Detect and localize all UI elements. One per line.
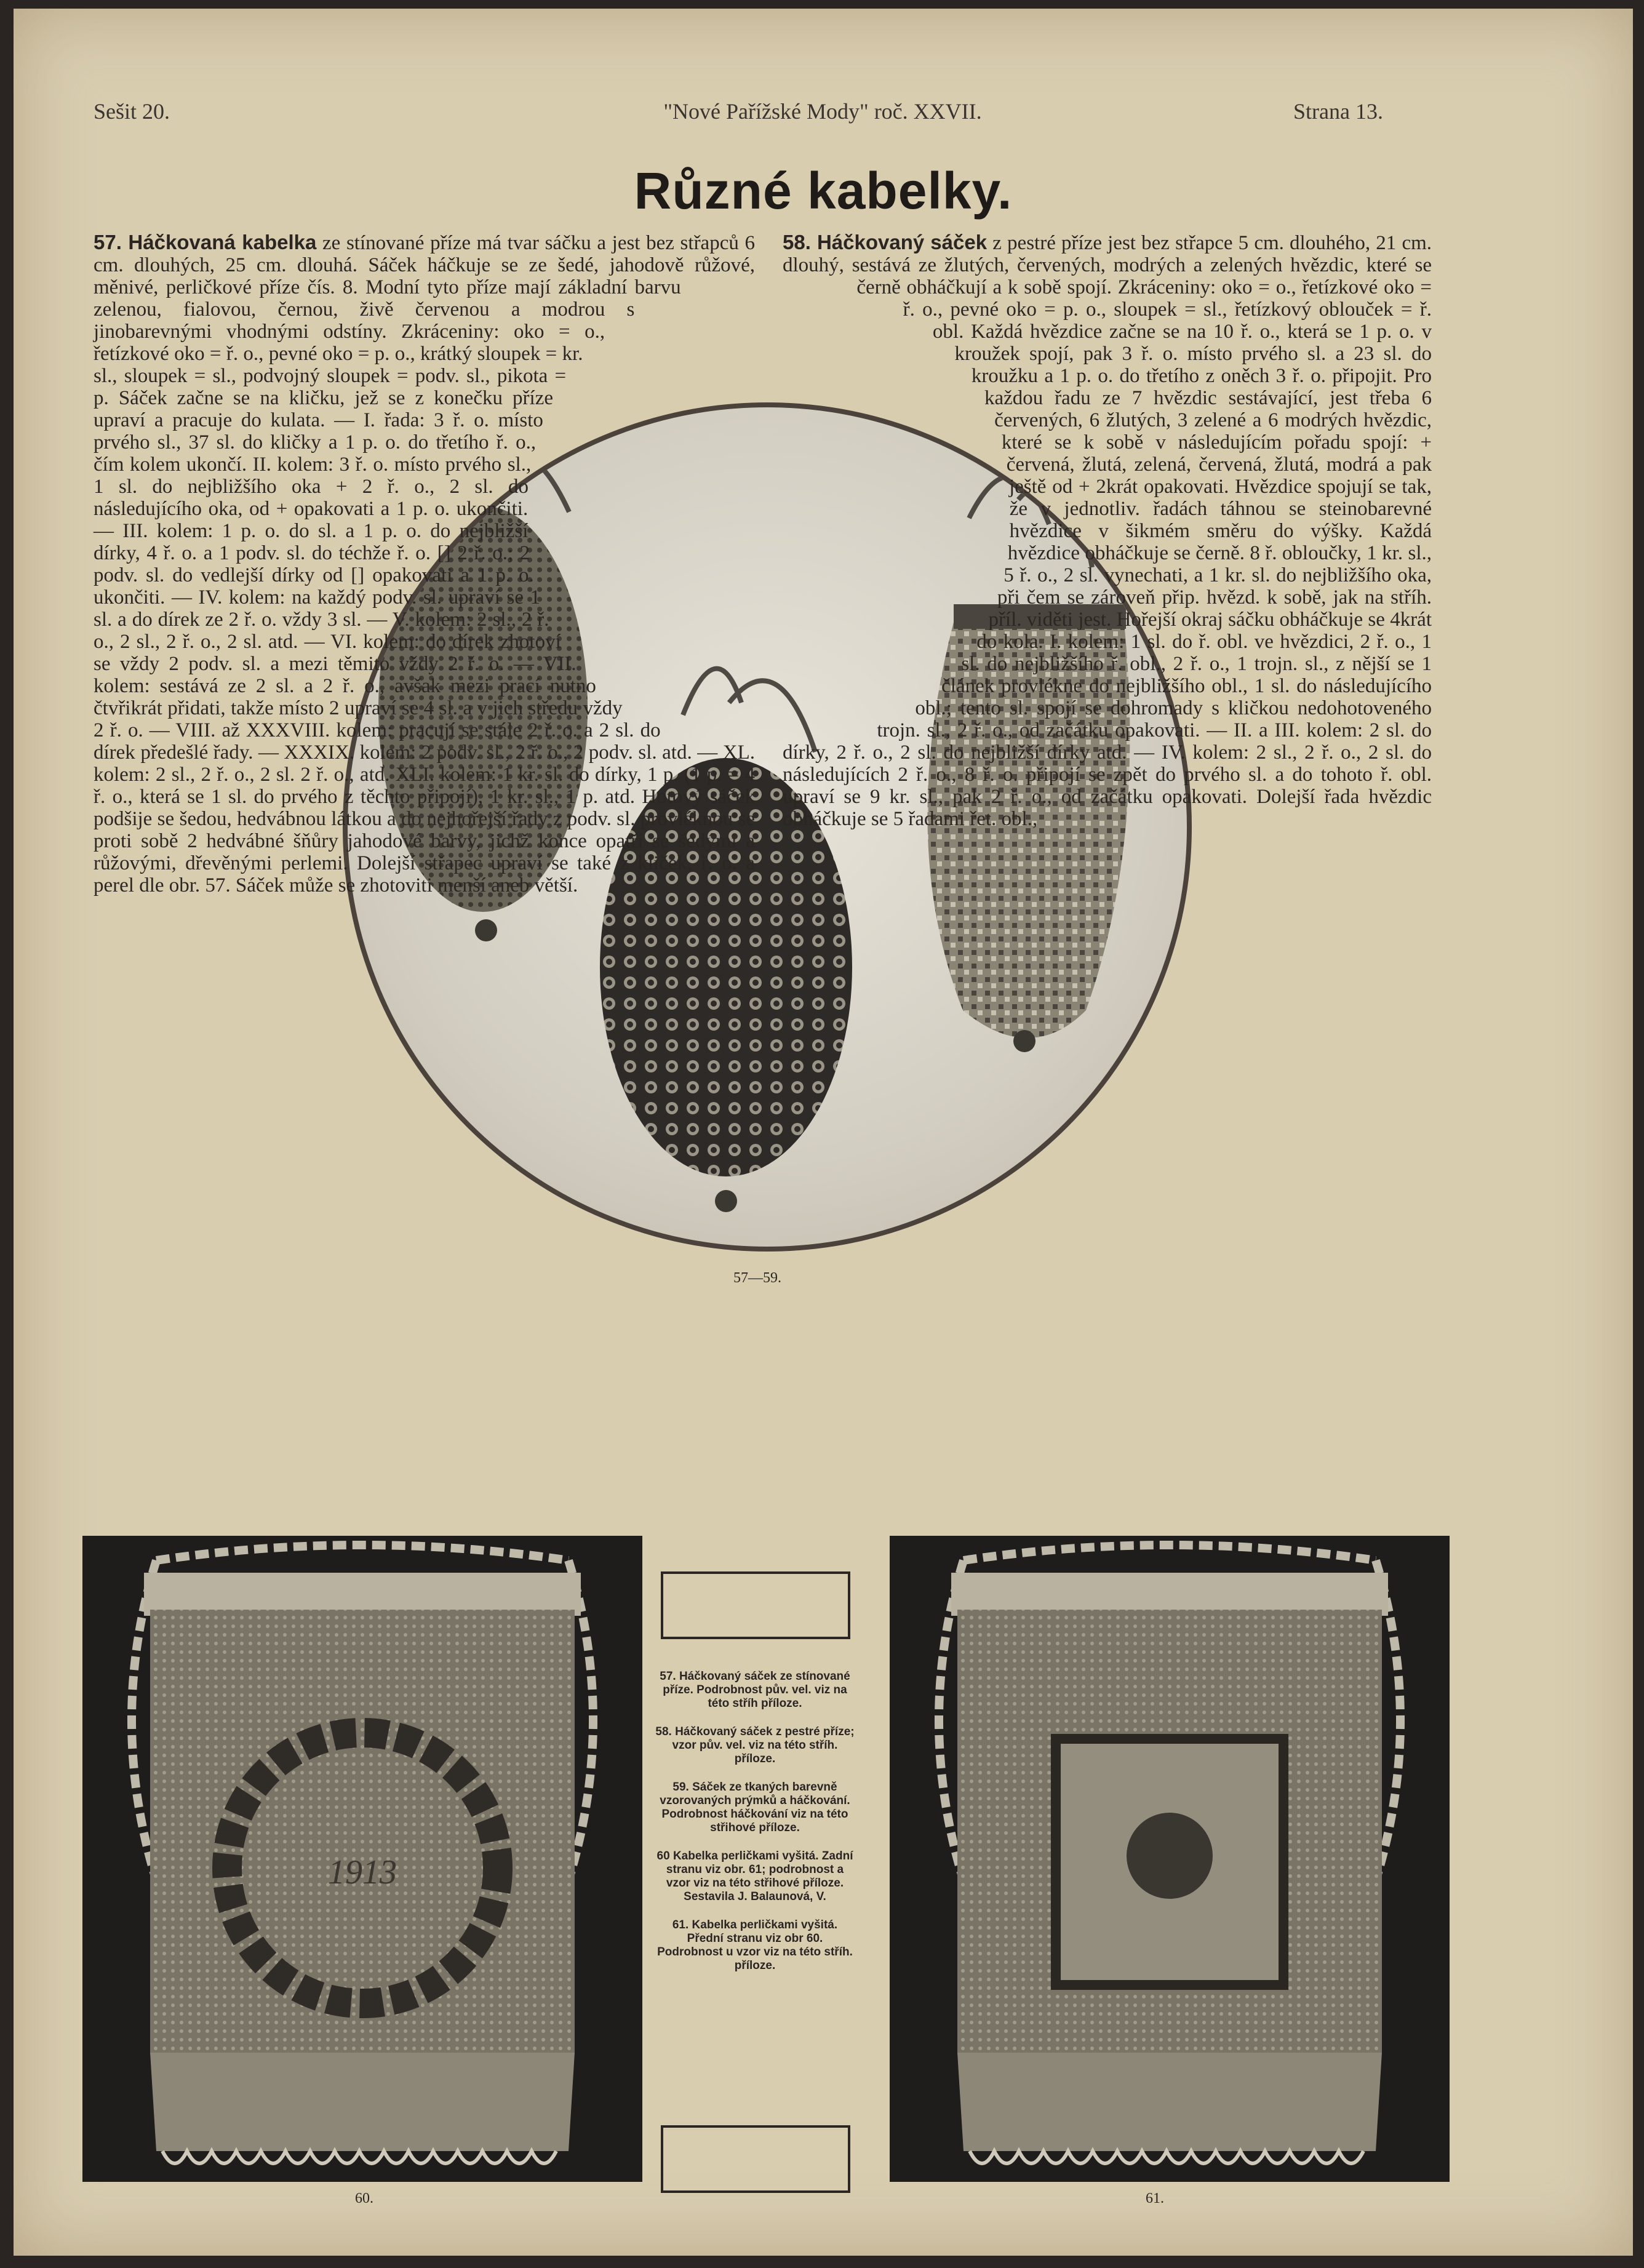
caption-58: 58. Háčkovaný sáček z pestré příze; vzor pův. vel. viz na této stříh. příloze. (655, 1725, 855, 1765)
caption-frame-bottom (661, 2125, 850, 2193)
photo-bag-61 (890, 1536, 1450, 2182)
article-58 (783, 231, 1432, 830)
caption-59: 59. Sáček ze tkaných barevně vzorovaných prýmků a háčkování. Podrobnost háčkování viz na této střihové příloze. (660, 1781, 850, 1834)
figure-label-61: 61. (1146, 2190, 1164, 2206)
figure-label-57-59: 57—59. (733, 1270, 781, 1286)
magazine-page (14, 9, 1633, 2256)
caption-61: 61. Kabelka perličkami vyšitá. Přední stranu viz obr 60. Podrobnost u vzor viz na této stříh. příloze. (657, 1919, 853, 1972)
photo-bag-60 (82, 1536, 642, 2182)
header-page-number: Strana 13. (1293, 99, 1383, 124)
article-57-heading: 57. Háčkovaná kabelka (94, 231, 317, 254)
bag-monogram: 1913 (328, 1853, 397, 1891)
article-57 (94, 231, 755, 896)
article-57-text: ze stínované příze má tvar sáčku a jest bez střapců 6 cm. dlouhých, 25 cm. dlouhá. Sáček háčkuje se ze šedé, jahodově růžové, měnivé, perličkové příze čís. 8. Modní tyto příze mají základní barvu zelenou, fialovou, černou, živě červenou a modrou s jinobarevnými vhodnými odstíny. Zkráceniny: oko = o., řetízkové oko = ř. o., pevné oko = p. o., krátký sloupek = kr. sl., sloupek = sl., podvojný sloupek = podv. sl., pikota = p. Sáček začne se na kličku, jež se z konečku příze upraví a pracuje do kulata. — I. řada: 3 ř. o. místo prvého sl., 37 sl. do kličky a 1 p. o. do třetího ř. o., čím kolem ukončí. II. kolem: 3 ř. o. místo prvého sl., 1 sl. do nejbližšího oka + 2 ř. o., 2 sl. do následujícího oka, od + opakovati a 1 p. o. ukončiti. — III. kolem: 1 p. o. do sl. a 1 p. o. do nejbližší dírky, 4 ř. o. a 1 podv. sl. do téchže ř. o. [] 2 ř. o.; 2 podv. sl. do vedlejší dírky od [] opakovati a 1 p. o. ukončiti. — IV. kolem: na každý podv. sl. upraví se 1 sl. a do dírek ze 2 ř. o. vždy 3 sl. — V. kolem: 2 sl., 2 ř. o., 2 sl., 2 ř. o., 2 sl. atd. — VI. kolem: do dírek zhotoví se vždy 2 podv. sl. a mezi těmito vždy 2 ř. o. — VII. kolem: sestává ze 2 sl. a 2 ř. o., avšak mezi prací nutno čtvřikrát přidati, takže místo 2 upraví se 4 sl. a v jich středu vždy 2 ř. o. — VIII. až XXXVIII. kolem: pracují se stále 2 ř. o. a 2 sl. do dírek předešlé řady. — XXXIX. kolem: 2 podv. sl., 2 ř. o., 2 podv. sl. atd. — XL. kolem: 2 sl., 2 ř. o., 2 sl. 2 ř. o., atd. XLI. kolem: 1 kr. sl. do dírky, 1 p. (1 p. = 4 ř. o., která se 1 sl. do prvého z těchto připojí), 1 kr. sl., 1 p. atd. Hotový sáček podšije se šedou, hedvábnou látkou a do nejhořejší řady z podv. sl. provléknou se proti sobě 2 hedvábné šňůry jahodové barvy, jichž konce opatří se šedými a růžovými, dřevěnými perlemi. Dolejší střapec upraví se také z kliček, ř. o. a perel dle obr. 57. Sáček může se zhotoviti menší aneb větší. (94, 232, 755, 896)
page-title: Různé kabelky. (634, 162, 1013, 220)
beaded-bag-61 (890, 1536, 1450, 2182)
caption-57: 57. Háčkovaný sáček ze stínované příze. Podrobnost pův. vel. viz na této stříh příloze. (660, 1670, 850, 1710)
header-magazine: "Nové Pařížské Mody" roč. XXVII. (663, 99, 982, 124)
caption-60: 60 Kabelka perličkami vyšitá. Zadní stranu viz obr. 61; podrobnost a vzor viz na této střihové příloze. Sestavila J. Balaunová, V. (656, 1850, 853, 1903)
figure-captions (653, 1670, 856, 1987)
article-58-heading: 58. Háčkovaný sáček (783, 231, 988, 254)
caption-frame-top (661, 1571, 850, 1639)
beaded-bag-60 (82, 1536, 642, 2182)
header-issue: Sešit 20. (94, 99, 170, 124)
article-58-text: z pestré příze jest bez střapce 5 cm. dlouhého, 21 cm. dlouhý, sestává ze žlutých, červených, modrých a zelených hvězdic, které se černě obháčkují a k sobě spojí. Zkráceniny: oko = o., řetízkové oko = ř. o., pevné oko = p. o., sloupek = sl., řetízkový oblouček = ř. obl. Každá hvězdice začne se na 10 ř. o., která se 1 p. o. v kroužek spojí, pak 3 ř. o. místo prvého sl. a 23 sl. do kroužku a 1 p. o. do třetího z oněch 3 ř. o. připojit. Pro každou řadu ze 7 hvězdic sestávající, jest třeba 6 červených, 6 žlutých, 3 zelené a 6 modrých hvězdic, které se k sobě v následujícím pořadu spojí: + červená, žlutá, zelená, červená, žlutá, modrá a pak ještě od + 2krát opakovati. Hvězdice spojují se tak, že v jednotliv. řadách táhnou se steinobarevné hvězdice v šikmém směru do výšky. Každá hvězdice obháčkuje se černě. 8 ř. obloučky, 1 kr. sl., 5 ř. o., 2 sl. vynechati, a 1 kr. sl. do nejbližšího oka, při čem se zároveň přip. hvězd. k sobě, jak na stříh. příl. viděti jest. Hořejší okraj sáčku obháčkuje se 4krát do kola. I. kolem: 1 sl. do ř. obl. ve hvězdici, 2 ř. o., 1 sl. do nejbližšího ř. obl., 2 ř. o., 1 trojn. sl., z nější se 1 článek provlékne do nejbližšího obl., 1 sl. do následujícího obl.; tento sl. spojí se dohromady s kličkou nedohotoveného trojn. sl., 2 ř. o., od začátku opakovati. — II. a III. kolem: 2 sl. do dírky, 2 ř. o., 2 sl. do nejbližší dírky atd. — IV. kolem: 2 sl., 2 ř. o., 2 sl. do následujících 2 ř. o., 8 ř. o. připojí se zpět do prvého sl. a do tohoto ř. obl. upraví se 9 kr. sl., pak 2 ř. o., od začátku opakovati. Dolejší řada hvězdic obháčkuje se 5 řadami řet. obl., (783, 232, 1432, 830)
figure-label-60: 60. (355, 2190, 373, 2206)
